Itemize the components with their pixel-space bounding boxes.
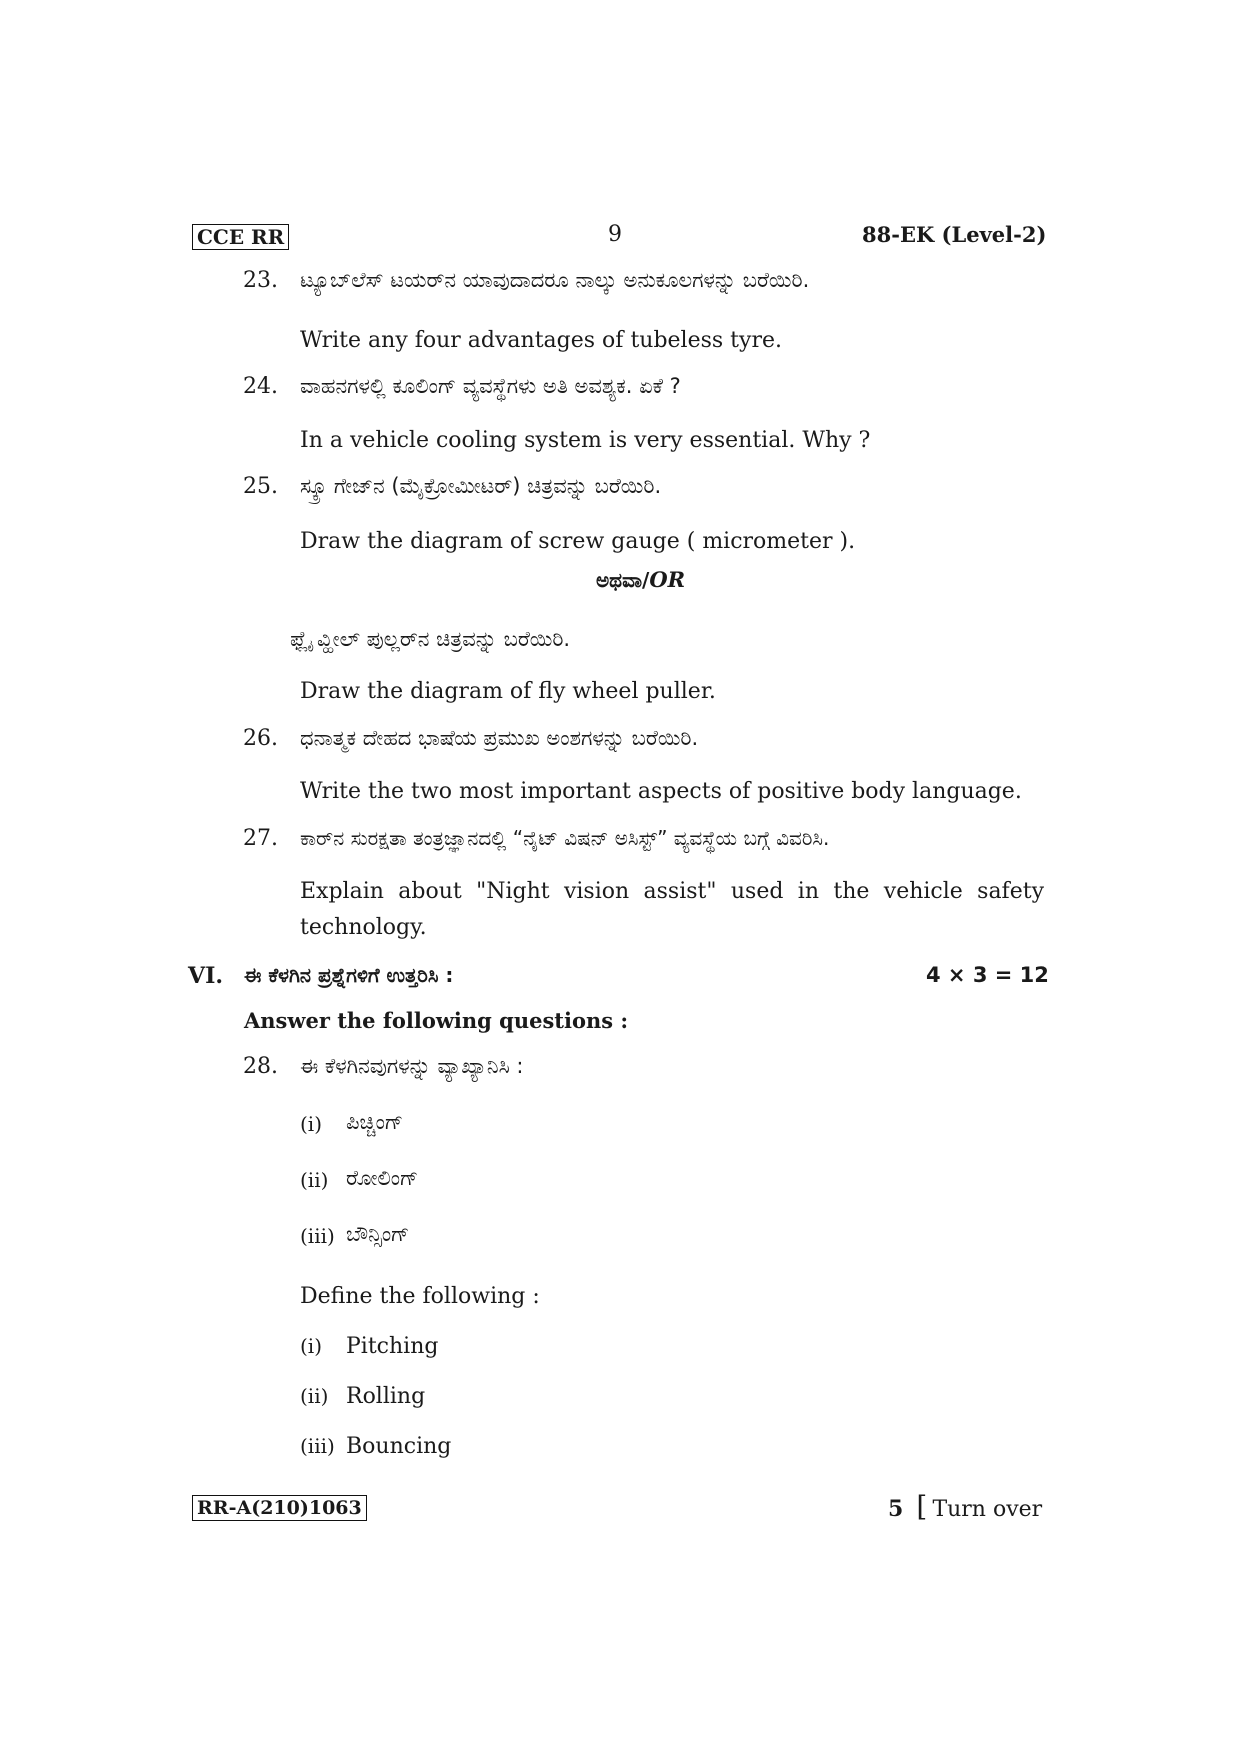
item-kannada-pitching: ಪಿಚ್ಚಿಂಗ್ <box>346 1110 404 1134</box>
bracket: [ <box>916 1490 928 1523</box>
question-23-kannada: ಟ್ಯೂಬ್‌ಲೆಸ್ ಟಯರ್‌ನ ಯಾವುದಾದರೂ ನಾಲ್ಕು ಅನುಕೂಲಗಳನ್ನು ಬರೆಯಿರಿ. <box>300 268 810 292</box>
question-number: 23. <box>243 268 278 293</box>
question-25-english: Draw the diagram of screw gauge ( micrometer ). <box>300 529 856 554</box>
question-25-kannada: ಸ್ಕ್ರೂ ಗೇಜ್‌ನ (ಮೈಕ್ರೋಮೀಟರ್) ಚಿತ್ರವನ್ನು ಬರೆಯಿರಿ. <box>300 474 662 498</box>
item-english-pitching: Pitching <box>346 1334 439 1359</box>
cce-rr-badge: CCE RR <box>192 224 289 250</box>
question-number: 28. <box>243 1054 278 1079</box>
question-24-kannada: ವಾಹನಗಳಲ್ಲಿ ಕೂಲಿಂಗ್ ವ್ಯವಸ್ಥೆಗಳು ಅತಿ ಅವಶ್ಯಕ. ಏಕೆ ? <box>300 374 681 398</box>
item-kannada-bouncing: ಬೌನ್ಸಿಂಗ್ <box>346 1222 410 1246</box>
question-number: 25. <box>243 474 278 499</box>
item-label: (ii) <box>300 1168 329 1192</box>
question-27-kannada: ಕಾರ್‌ನ ಸುರಕ್ಷತಾ ತಂತ್ರಜ್ಞಾನದಲ್ಲಿ “ನೈಟ್ ವಿಷನ್ ಅಸಿಸ್ಟ್” ವ್ಯವಸ್ಥೆಯ ಬಗ್ಗೆ ವಿವರಿಸಿ. <box>300 826 830 850</box>
question-26-kannada: ಧನಾತ್ಮಕ ದೇಹದ ಭಾಷೆಯ ಪ್ರಮುಖ ಅಂಶಗಳನ್ನು ಬರೆಯಿರಿ. <box>300 726 699 750</box>
question-23-english: Write any four advantages of tubeless tyre. <box>300 328 782 353</box>
footer-code: RR-A(210)1063 <box>192 1495 367 1521</box>
question-24-english: In a vehicle cooling system is very essential. Why ? <box>300 428 871 453</box>
section-roman: VI. <box>188 963 224 989</box>
or-kannada: ಅಥವಾ/ <box>596 568 650 592</box>
question-28-kannada: ಈ ಕೆಳಗಿನವುಗಳನ್ನು ವ್ಯಾಖ್ಯಾನಿಸಿ : <box>300 1054 524 1078</box>
item-english-bouncing: Bouncing <box>346 1434 452 1459</box>
turn-over-text: Turn over <box>932 1497 1043 1522</box>
question-25-alt-english: Draw the diagram of fly wheel puller. <box>300 679 716 704</box>
item-label: (ii) <box>300 1384 329 1408</box>
paper-code: 88-EK (Level-2) <box>862 222 1047 247</box>
item-label: (iii) <box>300 1434 335 1458</box>
question-26-english: Write the two most important aspects of positive body language. <box>300 779 1022 804</box>
item-kannada-rolling: ರೋಲಿಂಗ್ <box>346 1166 419 1190</box>
section-title-kannada: ಈ ಕೆಳಗಿನ ಪ್ರಶ್ನೆಗಳಿಗೆ ಉತ್ತರಿಸಿ : <box>244 963 454 987</box>
question-number: 26. <box>243 726 278 751</box>
question-25-alt-kannada: ಫ್ಲೈ ವ್ಹೀಲ್ ಪುಲ್ಲರ್‌ನ ಚಿತ್ರವನ್ನು ಬರೆಯಿರಿ. <box>290 627 571 651</box>
sheet-number: 5 <box>888 1496 904 1522</box>
or-english: OR <box>649 567 686 592</box>
question-number: 24. <box>243 374 278 399</box>
item-label: (iii) <box>300 1224 335 1248</box>
page-number: 9 <box>608 222 622 247</box>
item-label: (i) <box>300 1334 323 1358</box>
item-label: (i) <box>300 1112 323 1136</box>
item-english-rolling: Rolling <box>346 1384 426 1409</box>
question-28-english: Define the following : <box>300 1284 540 1309</box>
footer-turn-over <box>888 1490 1042 1523</box>
section-title-english: Answer the following questions : <box>244 1008 629 1033</box>
or-separator <box>596 567 685 592</box>
section-marks: 4 × 3 = 12 <box>926 963 1049 987</box>
question-27-english-line2: technology. <box>300 915 427 940</box>
question-number: 27. <box>243 826 278 851</box>
question-27-english-line1: Explain about "Night vision assist" used in the vehicle safety <box>300 879 1044 904</box>
